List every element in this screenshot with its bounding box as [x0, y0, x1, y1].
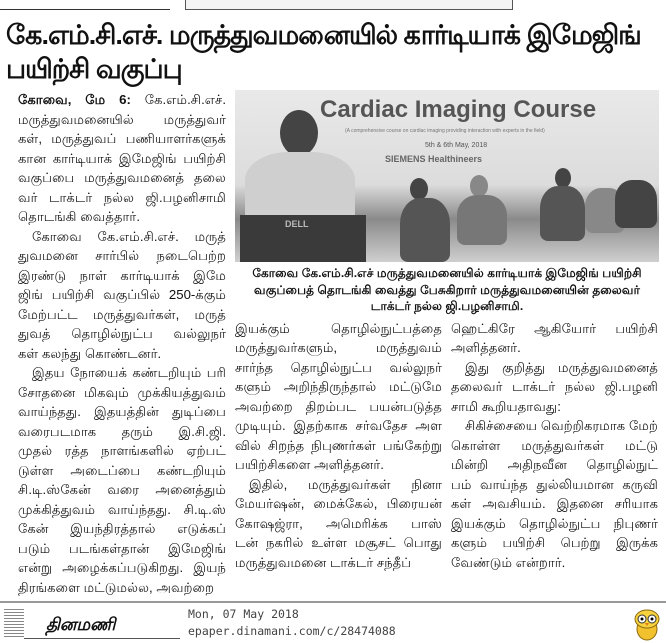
text-line: அவற்றை திறம்பட பயன்படுத்த: [235, 398, 442, 414]
text-line: தலைவர் டாக்டர் நல்ல ஜி.பழனி: [451, 379, 658, 394]
banner-date: 5th & 6th May, 2018: [425, 142, 488, 149]
article-subcolumns: [235, 319, 659, 573]
panelist: [540, 186, 585, 241]
panelist: [457, 195, 507, 245]
dinamani-logo: [4, 609, 180, 641]
publication-date: Mon, 07 May 2018: [188, 607, 299, 621]
text-line: துவமனை சார்பில் நடைபெற்ற: [18, 248, 226, 263]
text-line: சிகிச்சையை வெற்றிகரமாக மேற்: [465, 418, 658, 433]
text-line: முக்கித்துவம் வாய்ந்தது. சி.டி.ஸ்: [18, 501, 226, 517]
text-line: வேண்டும் என்றார்.: [451, 554, 566, 570]
text-line: டுள்ள அடைப்பை கண்டறியும்: [18, 462, 226, 478]
masthead-thumbnail: [4, 609, 24, 637]
banner-subtitle: (A comprehensive course on cardiac imaging providing interaction with experts in the field): [345, 128, 545, 134]
text-line: மருத்துவமனையில் மருத்துவர்: [18, 111, 226, 127]
text-line: கள், மருத்துவப் பணியாளர்களுக்: [18, 131, 226, 146]
text-line: ஹெட்கிரே ஆகியோர் பயிற்சி: [451, 320, 658, 336]
text-line: வில் சிறந்த நிபுணர்கள் பங்கேற்று: [235, 437, 442, 453]
panelist-head: [470, 175, 488, 197]
text-line: இரண்டு நாள் கார்டியாக் இமே: [18, 267, 226, 283]
text-line: சாமி கூறியதாவது:: [451, 398, 561, 414]
text-line: இயக்கும் தொழில்நுட்பத்தை: [235, 320, 442, 336]
top-strip: [0, 0, 666, 12]
banner-title: Cardiac Imaging Course: [320, 96, 597, 123]
text-line: கொள்ள மருத்துவர்கள் மட்டு: [451, 437, 658, 453]
text-line: இது குறித்து மருத்துவமனைத்: [465, 359, 658, 375]
speaker-head: [280, 110, 318, 156]
top-rule: [0, 9, 170, 10]
article-column-middle: [235, 319, 442, 573]
text-line: மருத்துவமனை டாக்டர் சந்தீப்: [235, 554, 412, 570]
text-line: என்று அழைக்கப்படுகிறது. இயந்: [18, 560, 226, 575]
text-line: மருத்துவர்களும், மருத்துவம்: [235, 340, 442, 355]
sponsor-logo: SIEMENS Healthineers: [385, 154, 483, 164]
text-line-rest: கே.எம்.சி.எச்.: [144, 92, 226, 107]
article-column-right: [451, 319, 658, 573]
text-line: சோதனை மிகவும் முக்கியத்துவம்: [18, 384, 226, 400]
text-line: டன் நகரில் உள்ள மசூசட் பொது: [235, 535, 442, 550]
text-line: துவத் தொழில்நுட்ப வல்லுநர்: [18, 326, 226, 341]
text-line: மின்றி அதிநவீன தொழில்நுட்: [451, 457, 658, 472]
panelist-head: [555, 168, 571, 188]
text-line: கோஷஜ்ரா, அமெரிக்க பாஸ்: [235, 515, 442, 531]
epaper-link[interactable]: epaper.dinamani.com/c/28474088: [188, 624, 396, 638]
text-line: களும் பயிற்சி பெற்று இருக்க: [451, 535, 658, 550]
article-photo: [235, 90, 659, 262]
text-line: வாய்ந்தது. இதயத்தின் துடிப்பை: [18, 404, 226, 419]
dateline: கோவை, மே 6:: [18, 92, 131, 107]
panelist-head: [410, 178, 428, 200]
text-line: வகுப்பை மருத்துவமனைத் தலை: [18, 170, 226, 185]
owl-mascot-icon: [633, 607, 661, 641]
text-line: முதல் ரத்த நாளங்களில் ஏற்பட்: [18, 443, 226, 458]
text-line: கோவை கே.எம்.சி.எச். மருத்: [32, 228, 226, 244]
logo-text: தினமணி: [46, 615, 116, 634]
text-line: களும் அறிந்திருந்தால் மட்டுமே: [235, 379, 442, 394]
text-line: கள் அவசியம். இதனை சரியாக: [451, 496, 658, 511]
text-line: மேற்பட்ட மருத்துவர்கள், மருத்: [18, 306, 226, 322]
text-line: இதய நோயைக் கண்டறியும் பரி: [32, 365, 226, 380]
previous-article-box: [185, 0, 513, 10]
text-line: முடியும். இதற்காக சர்வதேச அள: [235, 418, 442, 433]
text-line: பயிற்சிகளை அளித்தனர்.: [235, 457, 384, 472]
text-line: வரைபடமாக தரும் இ.சி.ஜி.: [18, 423, 226, 439]
headline: கே.எம்.சி.எச். மருத்துவமனையில் கார்டியாக் இமேஜிங் பயிற்சி வகுப்பு: [6, 20, 641, 84]
article-column-left: [18, 90, 226, 597]
text-line: சார்ந்த தொழில்நுட்ப வல்லுநர்: [235, 359, 442, 375]
article-body: [0, 90, 666, 597]
speaker: [245, 152, 355, 222]
panelist: [400, 198, 450, 262]
panelist: [615, 180, 657, 228]
text-line: பம் வாய்ந்த துல்லியமான கருவி: [451, 476, 658, 492]
text-line: [18, 90, 226, 110]
text-line: படும் படங்கள்தான் இமேஜிங்: [18, 540, 226, 556]
text-line: கேன் இயந்திரத்தால் எடுக்கப்: [18, 521, 226, 536]
text-line: ஜிங் பயிற்சி வகுப்பில் 250-க்கும்: [18, 287, 226, 302]
footer: [0, 603, 666, 643]
text-line: இயக்கும் தொழில்நுட்ப நிபுணர்: [451, 515, 658, 531]
text-line: தொடங்கி வைத்தார்.: [18, 209, 140, 224]
text-line: இதில், மருத்துவர்கள் நினா: [249, 476, 442, 492]
text-line: கள் கலந்து கொண்டனர்.: [18, 345, 162, 361]
text-line: சி.டி.ஸ்கேன் வரை அனைத்தும்: [18, 482, 226, 497]
text-line: வர் டாக்டர் நல்ல ஜி.பழனிசாமி: [18, 189, 226, 205]
text-line: திரங்களை மட்டுமல்ல, அவற்றை: [18, 579, 215, 595]
podium-brand: DELL: [285, 219, 309, 229]
podium: [240, 215, 366, 262]
text-line: அளித்தனர்.: [451, 340, 521, 355]
logo-underline: [24, 638, 180, 639]
photo-caption: கோவை கே.எம்.சி.எச் மருத்துவமனையில் கார்டியாக் இமேஜிங் பயிற்சி வகுப்பைத் தொடங்கி வைத்து பேசுகிறார் மருத்துவமனையின் தலைவர் டாக்டர் நல்ல ஜி.பழனிசாமி.: [252, 266, 642, 313]
text-line: மேயர்ஷன், மைக்கேல், பிரையன்: [235, 496, 442, 511]
article-right-area: [235, 90, 659, 597]
text-line: கான கார்டியாக் இமேஜிங் பயிற்சி: [18, 150, 226, 166]
